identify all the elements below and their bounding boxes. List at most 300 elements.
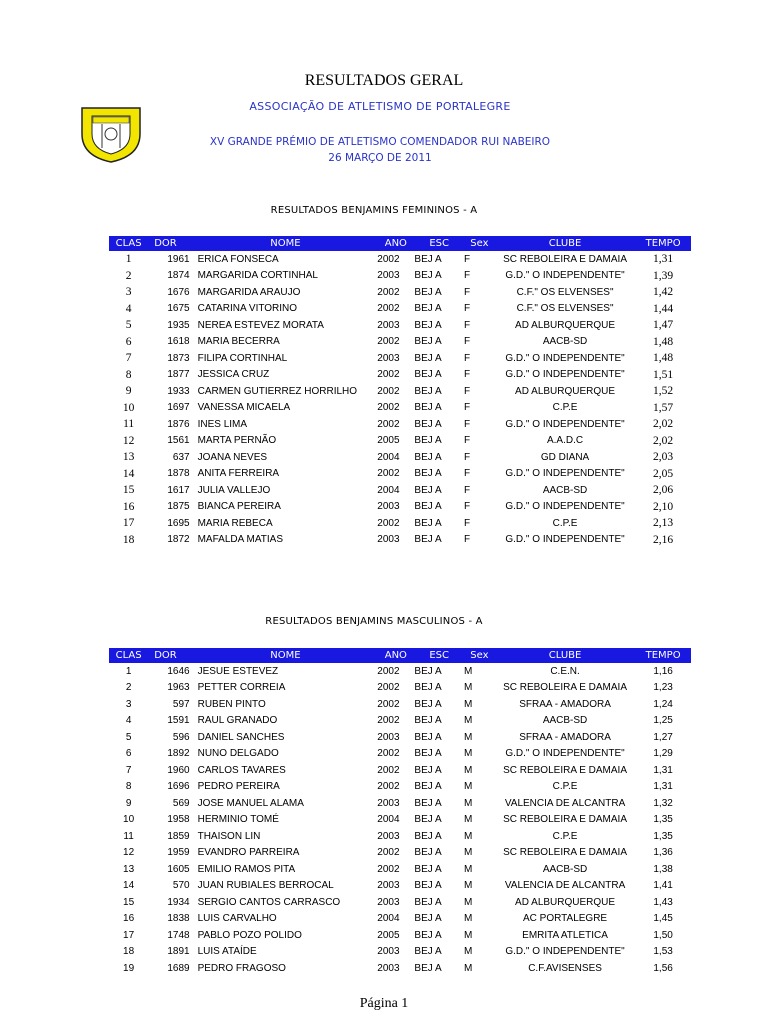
cell-sex: F <box>463 501 471 513</box>
cell-club: C.P.E <box>552 781 578 793</box>
column-header-club: CLUBE <box>495 648 635 663</box>
cell-rank: 16 <box>123 913 135 925</box>
cell-athlete-name: CARLOS TAVARES <box>197 764 286 776</box>
cell-birth-year: 2004 <box>377 913 400 925</box>
cell-category: BEJ A <box>414 402 442 414</box>
cell-category: BEJ A <box>414 962 442 974</box>
cell-birth-year: 2003 <box>377 962 400 974</box>
column-header-birth-year: ANO <box>377 236 414 251</box>
table-row <box>109 367 691 384</box>
cell-club: C.E.N. <box>550 665 580 677</box>
cell-birth-year: 2003 <box>377 270 400 282</box>
cell-bib-number: 1875 <box>167 501 190 513</box>
cell-athlete-name: CATARINA VITORINO <box>197 303 298 315</box>
cell-category: BEJ A <box>414 764 442 776</box>
cell-category: BEJ A <box>414 418 442 430</box>
cell-sex: M <box>463 698 473 710</box>
table-row <box>109 927 691 944</box>
cell-sex: F <box>463 435 471 447</box>
cell-birth-year: 2002 <box>377 781 400 793</box>
cell-club: A.A.D.C <box>546 435 584 447</box>
cell-sex: F <box>463 336 471 348</box>
cell-sex: F <box>463 352 471 364</box>
cell-category: BEJ A <box>414 863 442 875</box>
cell-athlete-name: EMILIO RAMOS PITA <box>197 863 296 875</box>
cell-rank: 14 <box>123 880 135 892</box>
cell-rank: 18 <box>123 946 135 958</box>
cell-rank: 19 <box>123 962 135 974</box>
cell-rank: 13 <box>122 451 135 464</box>
cell-rank: 6 <box>125 748 132 760</box>
cell-time: 2,10 <box>653 500 674 513</box>
results-table-masculine <box>109 648 691 977</box>
cell-athlete-name: MARGARIDA CORTINHAL <box>197 270 318 282</box>
table-row <box>109 911 691 928</box>
cell-birth-year: 2002 <box>377 715 400 727</box>
cell-birth-year: 2002 <box>377 665 400 677</box>
table-row <box>109 960 691 977</box>
cell-birth-year: 2002 <box>377 253 400 265</box>
table-row <box>109 878 691 895</box>
cell-bib-number: 1961 <box>167 253 190 265</box>
cell-category: BEJ A <box>414 880 442 892</box>
cell-sex: F <box>463 534 471 546</box>
cell-birth-year: 2003 <box>377 534 400 546</box>
cell-sex: F <box>463 451 471 463</box>
cell-time: 1,56 <box>653 962 673 974</box>
cell-bib-number: 1697 <box>167 402 190 414</box>
cell-sex: M <box>463 814 473 826</box>
cell-athlete-name: MARIA BECERRA <box>197 336 280 348</box>
cell-club: C.P.E <box>552 517 578 529</box>
cell-time: 1,47 <box>653 319 674 332</box>
cell-rank: 11 <box>123 830 134 842</box>
cell-club: G.D." O INDEPENDENTE" <box>505 501 625 513</box>
organization-name: ASSOCIAÇÃO DE ATLETISMO DE PORTALEGRE <box>249 100 511 113</box>
cell-category: BEJ A <box>414 665 442 677</box>
column-header-sex: Sex <box>464 236 495 251</box>
cell-athlete-name: VANESSA MICAELA <box>197 402 291 414</box>
cell-sex: F <box>463 385 471 397</box>
cell-athlete-name: JUAN RUBIALES BERROCAL <box>197 880 334 892</box>
cell-category: BEJ A <box>414 731 442 743</box>
cell-category: BEJ A <box>414 270 442 282</box>
cell-sex: M <box>463 830 473 842</box>
cell-athlete-name: MARIA REBECA <box>197 517 273 529</box>
cell-bib-number: 596 <box>172 731 190 743</box>
cell-club: SC REBOLEIRA E DAMAIA <box>503 814 628 826</box>
cell-birth-year: 2005 <box>377 435 400 447</box>
cell-rank: 12 <box>123 847 135 859</box>
cell-club: EMRITA ATLETICA <box>522 929 608 941</box>
cell-club: VALENCIA DE ALCANTRA <box>504 880 626 892</box>
cell-club: SC REBOLEIRA E DAMAIA <box>503 253 628 265</box>
cell-category: BEJ A <box>414 797 442 809</box>
table-row <box>109 301 691 318</box>
cell-category: BEJ A <box>414 501 442 513</box>
cell-time: 1,42 <box>653 286 674 299</box>
cell-time: 1,27 <box>653 731 673 743</box>
column-header-time: TEMPO <box>635 236 691 251</box>
table-row <box>109 284 691 301</box>
cell-category: BEJ A <box>414 715 442 727</box>
cell-category: BEJ A <box>414 847 442 859</box>
cell-category: BEJ A <box>414 682 442 694</box>
cell-rank: 1 <box>125 253 132 266</box>
cell-time: 1,44 <box>653 302 674 315</box>
cell-club: G.D." O INDEPENDENTE" <box>505 352 625 364</box>
cell-athlete-name: PEDRO FRAGOSO <box>197 962 286 974</box>
cell-club: C.P.E <box>552 402 578 414</box>
cell-category: BEJ A <box>414 468 442 480</box>
table-row <box>109 861 691 878</box>
cell-rank: 2 <box>125 269 132 282</box>
cell-club: AACB-SD <box>542 863 588 875</box>
cell-birth-year: 2002 <box>377 303 400 315</box>
column-header-rank: CLAS <box>109 648 148 663</box>
cell-athlete-name: PEDRO PEREIRA <box>197 781 280 793</box>
table-row <box>109 894 691 911</box>
cell-time: 1,36 <box>653 847 673 859</box>
cell-time: 1,23 <box>653 682 673 694</box>
table-row <box>109 762 691 779</box>
cell-category: BEJ A <box>414 748 442 760</box>
table-row <box>109 944 691 961</box>
cell-club: SFRAA - AMADORA <box>519 731 611 743</box>
cell-rank: 16 <box>122 500 135 513</box>
table-row <box>109 268 691 285</box>
cell-sex: M <box>463 781 473 793</box>
cell-bib-number: 1935 <box>167 319 190 331</box>
cell-bib-number: 1696 <box>167 781 190 793</box>
cell-birth-year: 2002 <box>377 517 400 529</box>
cell-bib-number: 1876 <box>167 418 190 430</box>
cell-athlete-name: PETTER CORREIA <box>197 682 286 694</box>
cell-rank: 7 <box>125 352 132 365</box>
cell-category: BEJ A <box>414 896 442 908</box>
cell-birth-year: 2002 <box>377 402 400 414</box>
cell-athlete-name: INES LIMA <box>197 418 248 430</box>
page-number: Página 1 <box>359 996 409 1011</box>
cell-rank: 4 <box>125 302 132 315</box>
cell-club: G.D." O INDEPENDENTE" <box>505 369 625 381</box>
cell-athlete-name: MAFALDA MATIAS <box>197 534 283 546</box>
cell-rank: 9 <box>125 797 132 809</box>
cell-category: BEJ A <box>414 781 442 793</box>
cell-sex: F <box>463 517 471 529</box>
cell-birth-year: 2004 <box>377 814 400 826</box>
cell-birth-year: 2002 <box>377 863 400 875</box>
cell-sex: F <box>463 270 471 282</box>
table-row <box>109 251 691 268</box>
table-row <box>109 433 691 450</box>
cell-time: 1,25 <box>653 715 673 727</box>
cell-club: C.F." OS ELVENSES" <box>516 303 614 315</box>
cell-club: AACB-SD <box>542 484 588 496</box>
cell-athlete-name: JOSE MANUEL ALAMA <box>197 797 304 809</box>
cell-time: 1,24 <box>653 698 673 710</box>
cell-bib-number: 1963 <box>167 682 190 694</box>
table-row <box>109 499 691 516</box>
cell-birth-year: 2003 <box>377 731 400 743</box>
cell-birth-year: 2003 <box>377 880 400 892</box>
cell-bib-number: 1892 <box>167 748 190 760</box>
cell-sex: F <box>463 484 471 496</box>
cell-bib-number: 570 <box>172 880 190 892</box>
cell-bib-number: 1605 <box>167 863 190 875</box>
cell-rank: 1 <box>125 665 132 677</box>
cell-time: 1,31 <box>653 253 674 266</box>
cell-club: SC REBOLEIRA E DAMAIA <box>503 847 628 859</box>
cell-rank: 12 <box>122 434 135 447</box>
cell-athlete-name: RAUL GRANADO <box>197 715 278 727</box>
column-header-athlete-name: NOME <box>194 648 378 663</box>
cell-bib-number: 1675 <box>167 303 190 315</box>
cell-time: 2,05 <box>653 467 674 480</box>
cell-rank: 3 <box>125 286 132 299</box>
section-title-feminine: RESULTADOS BENJAMINS FEMININOS - A <box>270 205 478 216</box>
cell-athlete-name: CARMEN GUTIERREZ HORRILHO <box>197 385 358 397</box>
event-date: 26 MARÇO DE 2011 <box>328 152 432 164</box>
cell-birth-year: 2003 <box>377 319 400 331</box>
cell-club: AACB-SD <box>542 715 588 727</box>
cell-bib-number: 569 <box>172 797 190 809</box>
table-row <box>109 466 691 483</box>
cell-birth-year: 2002 <box>377 698 400 710</box>
table-row <box>109 663 691 680</box>
cell-club: GD DIANA <box>540 451 590 463</box>
cell-category: BEJ A <box>414 814 442 826</box>
cell-bib-number: 1878 <box>167 468 190 480</box>
cell-athlete-name: LUIS ATAÍDE <box>197 946 257 958</box>
cell-birth-year: 2003 <box>377 946 400 958</box>
column-header-time: TEMPO <box>635 648 691 663</box>
cell-rank: 8 <box>125 368 132 381</box>
table-row <box>109 812 691 829</box>
cell-birth-year: 2004 <box>377 451 400 463</box>
section-title-masculine: RESULTADOS BENJAMINS MASCULINOS - A <box>265 616 483 627</box>
cell-time: 1,35 <box>653 814 673 826</box>
cell-athlete-name: LUIS CARVALHO <box>197 913 277 925</box>
cell-birth-year: 2002 <box>377 369 400 381</box>
table-row <box>109 482 691 499</box>
cell-category: BEJ A <box>414 517 442 529</box>
cell-club: AD ALBURQUERQUE <box>515 319 616 331</box>
table-row <box>109 713 691 730</box>
cell-category: BEJ A <box>414 913 442 925</box>
cell-club: AD ALBURQUERQUE <box>515 385 616 397</box>
cell-time: 1,53 <box>653 946 673 958</box>
page-title: RESULTADOS GERAL <box>304 72 464 89</box>
cell-category: BEJ A <box>414 385 442 397</box>
cell-category: BEJ A <box>414 534 442 546</box>
cell-category: BEJ A <box>414 698 442 710</box>
cell-athlete-name: EVANDRO PARREIRA <box>197 847 300 859</box>
cell-rank: 3 <box>125 698 132 710</box>
cell-athlete-name: THAISON LIN <box>197 830 261 842</box>
cell-birth-year: 2003 <box>377 830 400 842</box>
table-row <box>109 828 691 845</box>
cell-time: 1,35 <box>653 830 673 842</box>
cell-rank: 17 <box>123 929 135 941</box>
table-row <box>109 795 691 812</box>
cell-rank: 10 <box>123 814 135 826</box>
cell-rank: 6 <box>125 335 132 348</box>
cell-sex: F <box>463 468 471 480</box>
cell-bib-number: 1838 <box>167 913 190 925</box>
cell-time: 1,31 <box>653 781 673 793</box>
cell-bib-number: 1695 <box>167 517 190 529</box>
cell-bib-number: 1959 <box>167 847 190 859</box>
cell-bib-number: 637 <box>172 451 190 463</box>
cell-club: G.D." O INDEPENDENTE" <box>505 946 625 958</box>
cell-rank: 11 <box>123 418 135 431</box>
cell-time: 2,02 <box>653 434 674 447</box>
table-header-row <box>109 648 691 663</box>
cell-club: SC REBOLEIRA E DAMAIA <box>503 764 628 776</box>
cell-sex: F <box>463 286 471 298</box>
cell-rank: 4 <box>125 715 132 727</box>
cell-sex: M <box>463 797 473 809</box>
cell-sex: M <box>463 682 473 694</box>
cell-bib-number: 1646 <box>167 665 190 677</box>
cell-bib-number: 1748 <box>167 929 190 941</box>
cell-athlete-name: PABLO POZO POLIDO <box>197 929 302 941</box>
table-row <box>109 400 691 417</box>
table-row <box>109 779 691 796</box>
table-row <box>109 317 691 334</box>
cell-birth-year: 2002 <box>377 468 400 480</box>
column-header-bib-number: DOR <box>148 236 193 251</box>
cell-category: BEJ A <box>414 319 442 331</box>
cell-time: 1,41 <box>653 880 673 892</box>
cell-time: 1,50 <box>653 929 673 941</box>
cell-category: BEJ A <box>414 830 442 842</box>
cell-athlete-name: ERICA FONSECA <box>197 253 279 265</box>
cell-bib-number: 1933 <box>167 385 190 397</box>
cell-time: 1,48 <box>653 335 674 348</box>
cell-club: SC REBOLEIRA E DAMAIA <box>503 682 628 694</box>
cell-birth-year: 2002 <box>377 418 400 430</box>
table-row <box>109 416 691 433</box>
cell-birth-year: 2002 <box>377 682 400 694</box>
cell-birth-year: 2002 <box>377 847 400 859</box>
results-table-feminine <box>109 236 691 548</box>
cell-time: 1,39 <box>653 269 674 282</box>
cell-club: G.D." O INDEPENDENTE" <box>505 534 625 546</box>
cell-rank: 9 <box>125 385 132 398</box>
cell-time: 1,43 <box>653 896 673 908</box>
cell-athlete-name: DANIEL SANCHES <box>197 731 285 743</box>
cell-sex: F <box>463 369 471 381</box>
cell-club: C.F." OS ELVENSES" <box>516 286 614 298</box>
cell-rank: 18 <box>122 533 135 546</box>
table-row <box>109 845 691 862</box>
cell-rank: 8 <box>125 781 132 793</box>
cell-bib-number: 1689 <box>167 962 190 974</box>
cell-birth-year: 2003 <box>377 797 400 809</box>
cell-bib-number: 597 <box>172 698 190 710</box>
column-header-athlete-name: NOME <box>194 236 378 251</box>
cell-sex: F <box>463 402 471 414</box>
cell-time: 1,31 <box>653 764 673 776</box>
cell-rank: 13 <box>123 863 135 875</box>
cell-time: 2,02 <box>653 418 674 431</box>
cell-club: C.P.E <box>552 830 578 842</box>
cell-athlete-name: JESUE ESTEVEZ <box>197 665 279 677</box>
column-header-category: ESC <box>414 648 464 663</box>
cell-time: 1,48 <box>653 352 674 365</box>
cell-rank: 5 <box>125 731 132 743</box>
table-row <box>109 334 691 351</box>
cell-time: 1,52 <box>653 385 674 398</box>
cell-bib-number: 1561 <box>167 435 190 447</box>
cell-sex: M <box>463 962 473 974</box>
cell-birth-year: 2002 <box>377 336 400 348</box>
cell-bib-number: 1873 <box>167 352 190 364</box>
column-header-club: CLUBE <box>495 236 635 251</box>
cell-rank: 10 <box>122 401 135 414</box>
cell-sex: F <box>463 319 471 331</box>
column-header-rank: CLAS <box>109 236 148 251</box>
cell-rank: 2 <box>125 682 132 694</box>
cell-bib-number: 1591 <box>167 715 190 727</box>
table-row <box>109 696 691 713</box>
cell-athlete-name: RUBEN PINTO <box>197 698 266 710</box>
cell-birth-year: 2002 <box>377 748 400 760</box>
cell-bib-number: 1958 <box>167 814 190 826</box>
cell-rank: 17 <box>122 517 135 530</box>
cell-athlete-name: NUNO DELGADO <box>197 748 279 760</box>
cell-birth-year: 2003 <box>377 896 400 908</box>
table-row <box>109 680 691 697</box>
cell-sex: M <box>463 880 473 892</box>
cell-time: 1,57 <box>653 401 674 414</box>
cell-athlete-name: NEREA ESTEVEZ MORATA <box>197 319 324 331</box>
cell-bib-number: 1618 <box>167 336 190 348</box>
table-row <box>109 383 691 400</box>
cell-sex: M <box>463 847 473 859</box>
cell-sex: M <box>463 929 473 941</box>
cell-athlete-name: BIANCA PEREIRA <box>197 501 281 513</box>
cell-time: 2,13 <box>653 517 674 530</box>
cell-bib-number: 1617 <box>167 484 190 496</box>
cell-club: C.F.AVISENSES <box>528 962 602 974</box>
cell-time: 1,51 <box>653 368 674 381</box>
cell-time: 1,45 <box>653 913 673 925</box>
table-header-row <box>109 236 691 251</box>
cell-birth-year: 2005 <box>377 929 400 941</box>
cell-category: BEJ A <box>414 484 442 496</box>
cell-athlete-name: JOANA NEVES <box>197 451 268 463</box>
cell-time: 2,06 <box>653 484 674 497</box>
table-row <box>109 746 691 763</box>
cell-category: BEJ A <box>414 435 442 447</box>
cell-sex: M <box>463 946 473 958</box>
cell-sex: F <box>463 303 471 315</box>
cell-time: 1,16 <box>653 665 673 677</box>
cell-bib-number: 1891 <box>167 946 190 958</box>
cell-club: VALENCIA DE ALCANTRA <box>504 797 626 809</box>
cell-category: BEJ A <box>414 451 442 463</box>
cell-athlete-name: MARGARIDA ARAUJO <box>197 286 301 298</box>
cell-club: AD ALBURQUERQUE <box>515 896 616 908</box>
cell-club: AC PORTALEGRE <box>523 913 608 925</box>
event-name: XV GRANDE PRÉMIO DE ATLETISMO COMENDADOR RUI NABEIRO <box>209 136 551 148</box>
cell-rank: 15 <box>123 896 135 908</box>
cell-athlete-name: HERMINIO TOMÉ <box>197 814 279 826</box>
cell-sex: F <box>463 253 471 265</box>
